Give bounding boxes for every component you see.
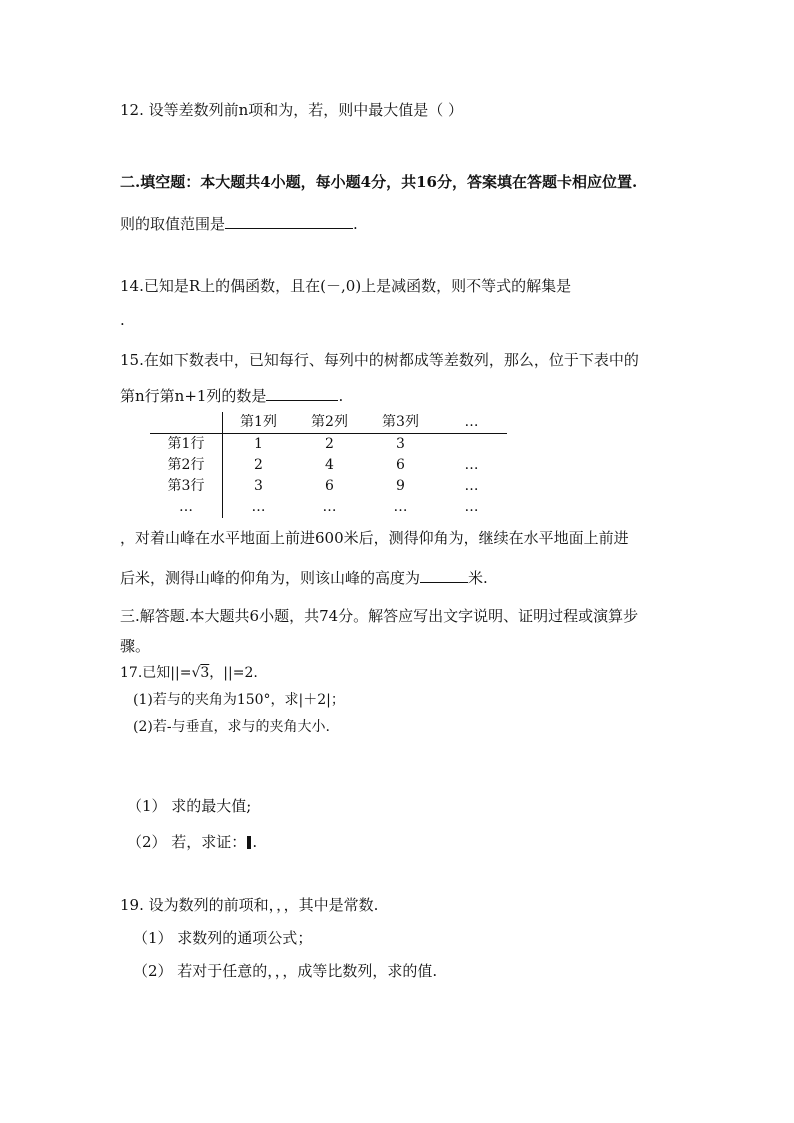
question-15-line2 [120,386,343,406]
table-cell: 3 [254,478,263,494]
table-row [150,476,507,497]
table-cell: 2 [325,436,334,452]
question-15-suffix: . [338,387,344,405]
question-18-part1: （1） 求的最大值; [127,797,252,815]
question-17-prefix: 17.已知||= [120,665,192,681]
question-13-prefix: 则的取值范围是 [120,215,226,233]
table-cell [436,434,507,456]
table-cell: … [393,499,408,515]
question-16-line1: ，对着山峰在水平地面上前进600米后，测得仰角为，继续在水平地面上前进 [120,529,629,547]
table-cell: … [464,478,479,494]
table-cell: 4 [325,457,334,473]
question-19-part1: （1） 求数列的通项公式； [133,929,313,947]
table-row-header: 第1行 [150,434,223,456]
question-14-tail: . [120,311,125,329]
number-table [150,412,507,518]
table-cell: 6 [396,457,405,473]
section-2-title: 二.填空题：本大题共4小题，每小题4分，共16分，答案填在答题卡相应位置. [120,173,638,191]
question-19-part2: （2） 若对于任意的，，，成等比数列，求的值. [133,962,438,980]
table-row [150,434,507,456]
question-12: 12. 设等差数列前n项和为，若，则中最大值是（ ） [120,101,464,119]
table-cell: … [464,457,479,473]
table-cell: … [322,499,337,515]
sqrt-icon: √ [191,665,201,681]
table-header-cell: 第2列 [294,412,365,434]
question-17-suffix: ，||=2. [209,665,258,681]
question-13-suffix: . [353,215,358,233]
question-19-stem: 19. 设为数列的前项和，，，其中是常数. [120,896,379,914]
question-16-suffix: 米. [468,569,488,587]
table-cell: 3 [396,436,405,452]
question-15-line1: 15.在如下数表中，已知每行、每列中的树都成等差数列，那么，位于下表中的 [120,351,639,369]
table-cell: 1 [254,436,263,452]
table-cell: … [251,499,266,515]
parallel-icon [247,836,251,849]
table-row [150,497,507,518]
section-3-line1: 三.解答题.本大题共6小题，共74分。解答应写出文字说明、证明过程或演算步 [120,607,639,625]
question-15-prefix: 第n行第n+1列的数是 [120,387,267,405]
question-16-line2 [120,568,488,588]
table-row-header: 第3行 [150,476,223,497]
answer-blank[interactable] [266,386,338,401]
table-header-cell: 第3列 [365,412,436,434]
answer-blank[interactable] [225,214,353,229]
table-cell: 6 [325,478,334,494]
question-18-prefix: （2） 若，求证： [127,833,247,851]
question-18-part2 [127,832,257,852]
question-16-prefix: 后米，测得山峰的仰角为，则该山峰的高度为 [120,569,421,587]
table-cell: … [464,499,479,515]
question-17-stem [120,663,258,683]
table-row-header: … [150,497,223,518]
table-row [150,455,507,476]
sqrt-radicand: 3 [200,665,210,681]
question-14: 14.已知是R上的偶函数，且在(－,0)上是减函数，则不等式的解集是 [120,277,572,295]
section-3-line2: 骤。 [120,637,151,655]
question-17-part1: (1)若与的夹角为150°，求|＋2|； [133,692,345,708]
table-cell: 9 [396,478,405,494]
table-row-header: 第2行 [150,455,223,476]
table-header-row [150,412,507,434]
table-cell [150,412,223,434]
table-header-cell: … [436,412,507,434]
question-17-part2: (2)若-与垂直，求与的夹角大小. [133,719,331,735]
question-13 [120,214,358,234]
table-header-cell: 第1列 [223,412,295,434]
answer-blank[interactable] [420,568,468,583]
question-18-suffix: . [252,833,258,851]
table-cell: 2 [254,457,263,473]
